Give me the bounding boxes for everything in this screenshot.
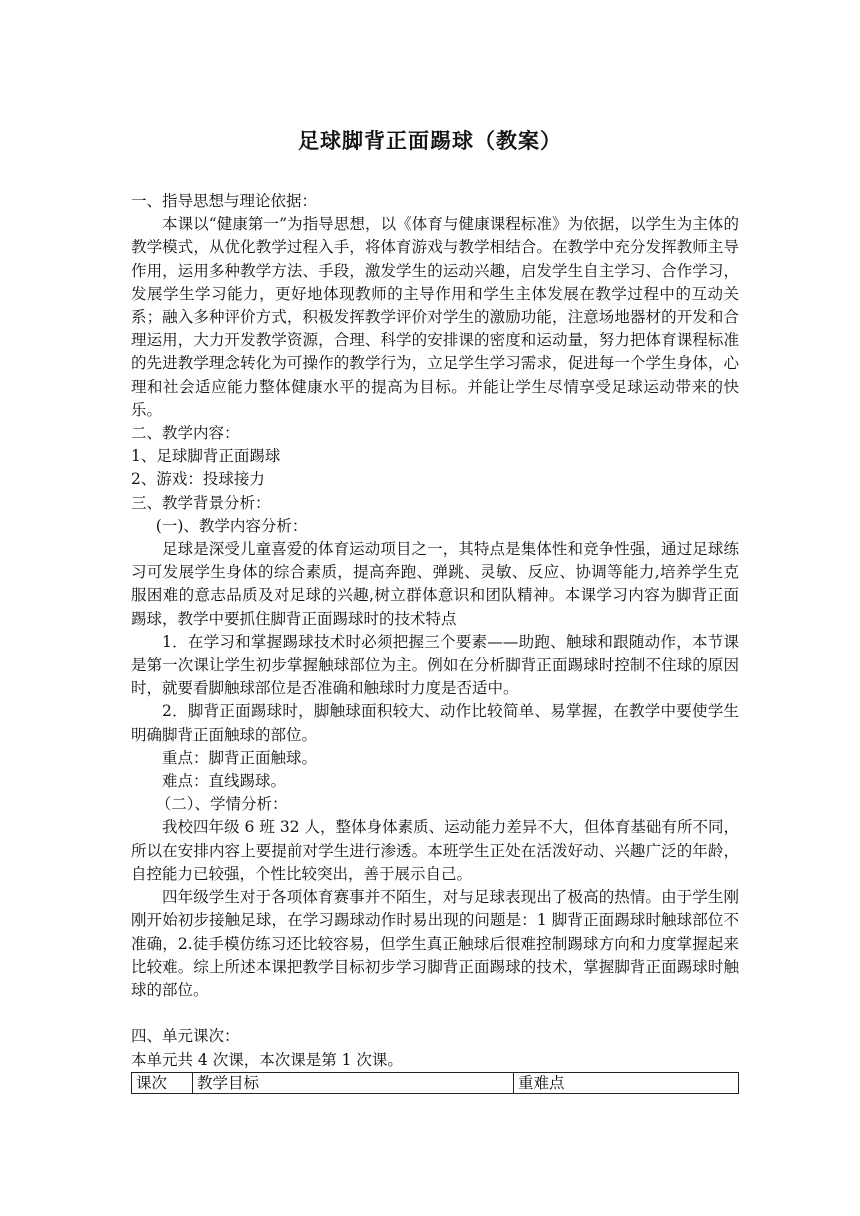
section-heading-2: 二、教学内容： — [131, 424, 240, 443]
list-item: 1、足球脚背正面踢球 — [131, 447, 281, 466]
subsection-heading: （二）、学情分析： — [155, 795, 288, 814]
paragraph: 本单元共 4 次课，本次课是第 1 次课。 — [131, 1050, 403, 1069]
document-body — [131, 190, 739, 1094]
list-item: 2、游戏：投球接力 — [131, 470, 265, 489]
blank-line — [131, 1002, 739, 1025]
paragraph: 1．在学习和掌握踢球技术时必须把握三个要素——助跑、触球和跟随动作，本节课是第一次课让学生初步掌握触球部位为主。例如在分析脚背正面踢球时控制不住球的原因时，就要看脚触球部位是否准确和触球时力度是否适中。 — [131, 632, 739, 698]
paragraph: 本课以“健康第一”为指导思想，以《体育与健康课程标准》为依据，以学生为主体的教学模式，从优化教学过程入手，将体育游戏与教学相结合。在教学中充分发挥教师主导作用，运用多种教学方法、手段，激发学生的运动兴趣，启发学生自主学习、合作学习，发展学生学习能力，更好地体现教师的主导作用和学生主体发展在教学过程中的互动关系；融入多种评价方式，积极发挥教学评价对学生的激励功能，注意场地器材的开发和合理运用，大力开发教学资源，合理、科学的安排课的密度和运动量，努力把体育课程标准的先进教学理念转化为可操作的教学行为，立足学生学习需求，促进每一个学生身体，心理和社会适应能力整体健康水平的提高为目标。并能让学生尽情享受足球运动带来的快乐。 — [131, 215, 739, 419]
lesson-table — [131, 1072, 739, 1094]
section-heading-1: 一、指导思想与理论依据： — [131, 192, 318, 210]
section-heading-3: 三、教学背景分析： — [131, 493, 271, 512]
section-heading-4: 四、单元课次： — [131, 1027, 240, 1046]
document-title: 足球脚背正面踢球（教案） — [298, 129, 562, 153]
subsection-heading: (一)、教学内容分析： — [155, 516, 308, 535]
table-header-cell: 教学目标 — [193, 1072, 514, 1093]
paragraph: 四年级学生对于各项体育赛事并不陌生，对与足球表现出了极高的热情。由于学生刚刚开始初步接触足球，在学习踢球动作时易出现的问题是：1 脚背正面踢球时触球部位不准确，2.徒手模仿练习还比较容易，但学生真正触球后很难控制踢球方向和力度掌握起来比较难。综上所述本课把教学目标初步学习脚背正面踢球的技术，掌握脚背正面踢球时触球的部位。 — [131, 888, 739, 999]
paragraph: 2．脚背正面踢球时，脚触球面积较大、动作比较简单、易掌握，在教学中要使学生明确脚背正面触球的部位。 — [131, 702, 739, 744]
table-header-cell: 课次 — [132, 1072, 193, 1093]
key-point: 重点：脚背正面触球。 — [162, 748, 318, 767]
difficult-point: 难点：直线踢球。 — [162, 772, 287, 791]
table-header-cell: 重难点 — [514, 1072, 739, 1093]
paragraph: 足球是深受儿童喜爱的体育运动项目之一，其特点是集体性和竞争性强，通过足球练习可发展学生身体的综合素质，提高奔跑、弹跳、灵敏、反应、协调等能力,培养学生克服困难的意志品质及对足球的兴趣,树立群体意识和团队精神。本课学习内容为脚背正面踢球，教学中要抓住脚背正面踢球时的技术特点 — [131, 540, 739, 628]
paragraph: 我校四年级 6 班 32 人，整体身体素质、运动能力差异不大，但体育基础有所不同，所以在安排内容上要提前对学生进行渗透。本班学生正处在活泼好动、兴趣广泛的年龄，自控能力已较强，个性比较突出，善于展示自己。 — [131, 818, 739, 883]
table-header-row — [132, 1072, 739, 1093]
